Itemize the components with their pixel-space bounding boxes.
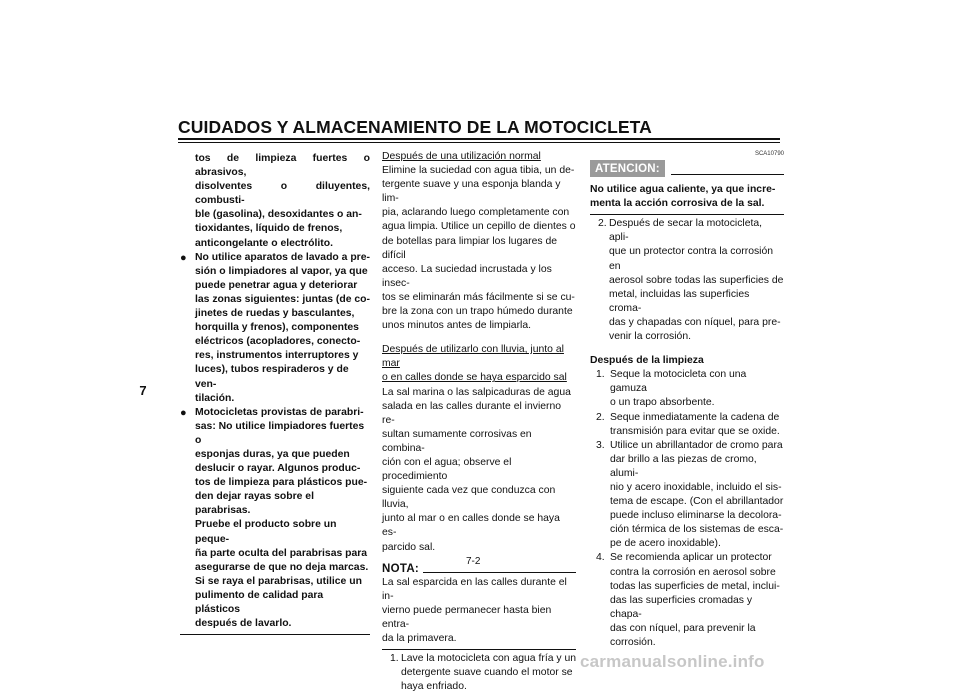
numbered-step — [590, 217, 784, 344]
column-right — [590, 150, 784, 650]
text-line: contra la corrosión en aerosol sobre — [610, 566, 776, 578]
text-line: de botellas para limpiar los lugares de difícil — [382, 235, 558, 261]
text-line: Utilice un abrillantador de cromo para — [610, 439, 783, 451]
text-line: La sal esparcida en las calles durante el in- — [382, 576, 567, 602]
step-number: 1. — [596, 369, 605, 381]
text-line: transmisión para evitar que se oxide. — [610, 425, 780, 437]
spacer — [382, 333, 576, 343]
step-number: 2. — [598, 218, 607, 230]
numbered-step — [590, 439, 784, 552]
text-line: las zonas siguientes: juntas (de co- — [195, 293, 370, 305]
text-line: bre la zona con un trapo húmedo durante — [382, 306, 573, 318]
caution-text: No utilice agua caliente, ya que incre- — [590, 184, 776, 196]
text-line: tema de escape. (Con el abrillantador — [610, 496, 784, 508]
note-rule — [423, 572, 576, 573]
text-line: metal, incluidas las superficies croma- — [609, 288, 750, 314]
caution-header — [590, 160, 784, 177]
text-line: das y chapadas con níquel, para pre- — [609, 316, 781, 328]
section-heading: o en calles donde se haya esparcido sal — [382, 372, 567, 384]
text-line: sas: No utilice limpiadores fuertes o — [195, 420, 365, 446]
text-line: parcido sal. — [382, 541, 436, 553]
text-line: tioxidantes, líquido de frenos, — [195, 223, 343, 235]
watermark: carmanualsonline.info — [580, 652, 765, 671]
text-line: sión o limpiadores al vapor, ya que — [195, 265, 368, 277]
text-line: pe de acero inoxidable). — [610, 538, 721, 550]
text-line: asegurarse de que no deja marcas. — [195, 561, 369, 573]
text-line: ción con el agua; observe el procedimiento — [382, 456, 512, 483]
section-heading: Después de la limpieza — [590, 355, 704, 367]
text-line: junto al mar o en calles donde se haya es- — [382, 513, 560, 539]
caution-code: SCA10790 — [754, 151, 784, 157]
text-line: No utilice aparatos de lavado a pre- — [195, 251, 370, 263]
caution-rule — [671, 174, 784, 175]
step-block — [382, 649, 576, 694]
text-line: acceso. La suciedad incrustada y los insec- — [382, 263, 552, 289]
text-line: da la primavera. — [382, 633, 457, 645]
step-block — [590, 214, 784, 344]
text-line: ña parte oculta del parabrisas para — [195, 547, 368, 559]
text-line: das las superficies cromadas y chapa- — [610, 594, 753, 620]
text-line: agua limpia. Utilice un cepillo de dientes o — [382, 221, 576, 233]
text-line: sultan sumamente corrosivas en combina- — [382, 428, 532, 454]
text-line: anticongelante o electrólito. — [195, 237, 333, 249]
text-line: tergente suave y una esponja blanda y lim- — [382, 179, 561, 205]
text-line: das con níquel, para prevenir la — [610, 622, 756, 634]
caution-text: menta la acción corrosiva de la sal. — [590, 198, 765, 210]
title-rule-thin — [178, 142, 780, 143]
text-line: La sal marina o las salpicaduras de agua — [382, 386, 571, 398]
text-line: res, instrumentos interruptores y — [195, 350, 359, 362]
text-line: detergente suave cuando el motor se — [401, 667, 573, 679]
page-title: CUIDADOS Y ALMACENAMIENTO DE LA MOTOCICLETA — [178, 117, 652, 137]
text-line: haya enfriado. — [401, 681, 467, 693]
text-line: puede incluso eliminarse la decolora- — [610, 510, 782, 522]
text-line: después de lavarlo. — [195, 618, 292, 630]
text-line: disolventes o diluyentes, combusti- — [195, 181, 370, 207]
text-line: o un trapo absorbente. — [610, 397, 715, 409]
bullet-item — [180, 251, 370, 406]
section-heading: Después de utilizarlo con lluvia, junto al mar — [382, 344, 564, 370]
text-line: esponjas duras, ya que pueden — [195, 448, 350, 460]
text-line: Después de secar la motocicleta, apli- — [609, 218, 763, 244]
bullet-icon: ● — [180, 251, 187, 264]
text-line: horquilla y frenos), componentes — [195, 322, 359, 334]
text-line: eléctricos (acopladores, conecto- — [195, 336, 361, 348]
text-line: tos se eliminarán más fácilmente si se cu- — [382, 291, 575, 303]
text-line: todas las superficies de metal, inclui- — [610, 580, 780, 592]
step-number: 4. — [596, 552, 605, 564]
spacer — [590, 344, 784, 354]
text-line: vierno puede permanecer hasta bien entra- — [382, 604, 552, 630]
numbered-step — [382, 652, 576, 694]
step-number: 3. — [596, 439, 605, 451]
note-label: NOTA: — [382, 562, 420, 575]
bullet-item — [180, 406, 370, 632]
numbered-step — [590, 411, 784, 439]
column-left — [180, 152, 370, 635]
step-number: 2. — [596, 411, 605, 423]
numbered-step — [590, 368, 784, 410]
text-line: pia, aclarando luego completamente con — [382, 207, 570, 219]
text-line: Se recomienda aplicar un protector — [610, 552, 772, 564]
text-line: ble (gasolina), desoxidantes o an- — [195, 209, 362, 221]
section-heading: Después de una utilización normal — [382, 151, 541, 162]
text-line: puede penetrar agua y deteriorar — [195, 279, 358, 291]
text-line: tilación. — [195, 392, 235, 404]
text-line: venir la corrosión. — [609, 331, 692, 343]
text-line: siguiente cada vez que conduzca con lluvia, — [382, 485, 556, 511]
bullet-icon: ● — [180, 406, 187, 419]
text-line: Seque la motocicleta con una gamuza — [610, 369, 747, 395]
text-line: Elimine la suciedad con agua tibia, un de- — [382, 165, 575, 177]
text-line: Si se raya el parabrisas, utilice un — [195, 575, 362, 587]
text-line: pulimento de calidad para plásticos — [195, 589, 324, 615]
text-line: Pruebe el producto sobre un peque- — [195, 519, 337, 545]
text-line: corrosión. — [610, 637, 656, 648]
page-number: 7-2 — [466, 556, 481, 567]
text-line: Seque inmediatamente la cadena de — [610, 411, 780, 423]
text-line: salada en las calles durante el invierno re- — [382, 400, 562, 426]
text-line: dar brillo a las piezas de cromo, alumi- — [610, 453, 757, 479]
text-line: ción térmica de los sistemas de esca- — [610, 524, 784, 536]
text-line: que un protector contra la corrosión en — [609, 246, 774, 272]
text-line: jinetes de ruedas y basculantes, — [195, 308, 355, 320]
caution-badge: ATENCION: — [590, 160, 665, 177]
chapter-tab: 7 — [139, 383, 147, 398]
text-line: nio y acero inoxidable, incluido el sis- — [610, 481, 782, 493]
text-line: luces), tubos respiraderos y de ven- — [195, 364, 349, 390]
text-line: Motocicletas provistas de parabri- — [195, 406, 364, 418]
text-line: unos minutos antes de limpiarla. — [382, 320, 532, 332]
numbered-step — [590, 551, 784, 650]
column-middle — [382, 150, 576, 694]
text-line: den dejar rayas sobre el parabrisas. — [195, 491, 314, 517]
text-line: Lave la motocicleta con agua fría y un — [401, 653, 577, 665]
text-line: deslucir o rayar. Algunos produc- — [195, 463, 361, 475]
text-line: tos de limpieza para plásticos pue- — [195, 477, 368, 489]
text-line: aerosol sobre todas las superficies de — [609, 274, 784, 286]
section-end-rule — [180, 634, 370, 635]
title-rule — [178, 138, 780, 140]
step-number: 1. — [390, 653, 399, 665]
text-line: tos de limpieza fuertes o abrasivos, — [195, 153, 370, 179]
intro-block — [180, 152, 370, 251]
